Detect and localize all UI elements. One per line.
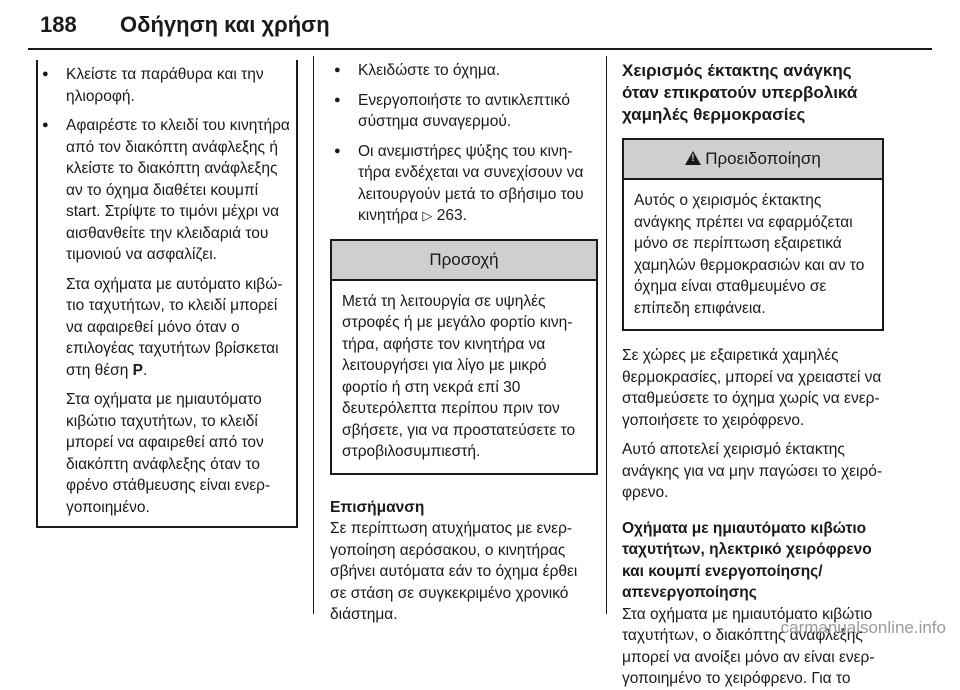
paragraph-text: . xyxy=(142,361,148,379)
page-ref[interactable]: 263. xyxy=(436,207,467,224)
paragraph-text: Στα οχήματα με αυτόματο κιβώτιο ταχυτήτων, το κλειδί μπορεί να αφαιρεθεί μόνο όταν ο επιλογέας ταχυτήτων βρίσκεται στη θέση xyxy=(66,275,283,379)
caution-box xyxy=(330,239,598,475)
list-item: ● Ενεργοποιήστε το αντικλεπτικό σύστημα συναγερμού. xyxy=(330,90,598,133)
note-title: Επισήμανση xyxy=(330,498,425,516)
note-text: Σε περίπτωση ατυχήματος με ενεργοποίηση αερόσακου, ο κινητήρας σβήνει αυτόματα εάν το όχημα έρθει σε στάση σε συγκεκριμένο χρονικό διάστημα. xyxy=(330,520,578,623)
caution-title: Προσοχή xyxy=(332,241,596,281)
list-item: ● Αφαιρέστε το κλειδί του κινητήρα από τον διακόπτη ανάφλεξης ή κλείστε το διακόπτη ανάφλεξης αν το όχημα διαθέτει κουμπί start. Στρίψτε το τιμόνι μέχρι να αισθανθείτε την κλειδαριά του τιμονιού να ασφαλίζει. xyxy=(38,115,290,266)
column-1 xyxy=(36,60,298,528)
section-title: Χειρισμός έκτακτης ανάγκης όταν επικρατούν υπερβολικά χαμηλές θερμοκρασίες xyxy=(622,61,858,124)
list-item: ● Κλείστε τα παράθυρα και την ηλιοροφή. xyxy=(38,64,290,107)
paragraph: Στα οχήματα με ημιαυτόματο κιβώτιο ταχυτήτων, ο διακόπτης ανάφλεξης μπορεί να ανοίξει μόνο αν είναι ενεργοποιημένο το χειρόφρενο. Για το xyxy=(622,605,875,687)
list-item: ● Κλειδώστε το όχημα. xyxy=(330,60,598,82)
note xyxy=(330,497,598,626)
paragraph-semi-auto: Στα οχήματα με ημιαυτόματο κιβώτιο ταχυτήτων, το κλειδί μπορεί να αφαιρεθεί από τον διακόπτη ανάφλεξης όταν το φρένο στάθμευσης είναι ενεργοποιημένο. xyxy=(66,391,271,516)
page-header xyxy=(0,0,960,52)
page-title: Οδήγηση και χρήση xyxy=(120,12,330,37)
header-rule xyxy=(28,48,932,50)
paragraph: Σε χώρες με εξαιρετικά χαμηλές θερμοκρασίες, μπορεί να χρειαστεί να σταθμεύσετε το όχημα χωρίς να ενεργοποιήσετε το χειρόφρενο. xyxy=(622,347,882,429)
column-3 xyxy=(622,60,884,690)
warning-title: Προειδοποίηση xyxy=(705,149,821,168)
page-ref-icon: ▷ xyxy=(422,208,433,223)
watermark: carmanualsonline.info xyxy=(780,618,946,637)
warning-icon: ! xyxy=(685,151,701,165)
list-item xyxy=(330,141,598,227)
column-divider xyxy=(606,56,607,614)
column-2 xyxy=(330,60,598,626)
page-number: 188 xyxy=(40,12,77,37)
warning-header xyxy=(624,140,882,180)
caution-text: Μετά τη λειτουργία σε υψηλές στροφές ή με μεγάλο φορτίο κινητήρα, αφήστε τον κινητήρα να λειτουργήσει για λίγο με μικρό φορτίο ή στη νεκρά επί 30 δευτερόλεπτα περίπου πριν τον σβήσετε, για να προστατεύσετε το στροβιλοσυμπιεστή. xyxy=(342,292,576,460)
warning-box xyxy=(622,138,884,331)
list-item-text: Οι ανεμιστήρες ψύξης του κινητήρα ενδέχεται να συνεχίσουν να λειτουργούν μετά το σβήσιμο του κινητήρα xyxy=(358,142,584,224)
warning-text: Αυτός ο χειρισμός έκτακτης ανάγκης πρέπει να εφαρμόζεται μόνο σε περίπτωση εξαιρετικά χαμηλών θερμοκρασιών και αν το όχημα είναι σταθμευμένο σε επίπεδη επιφάνεια. xyxy=(634,192,865,317)
paragraph-auto-gearbox xyxy=(38,274,290,382)
continued-box xyxy=(36,60,298,528)
column-divider xyxy=(313,56,314,614)
paragraph: Αυτό αποτελεί χειρισμό έκτακτης ανάγκης για να μην παγώσει το χειρόφρενο. xyxy=(622,441,883,501)
subsection-title: Οχήματα με ημιαυτόματο κιβώτιο ταχυτήτων, ηλεκτρικό χειρόφρενο και κουμπί ενεργοποίησης/ απενεργοποίησης xyxy=(622,519,872,601)
gear-position-p: P xyxy=(132,361,143,379)
